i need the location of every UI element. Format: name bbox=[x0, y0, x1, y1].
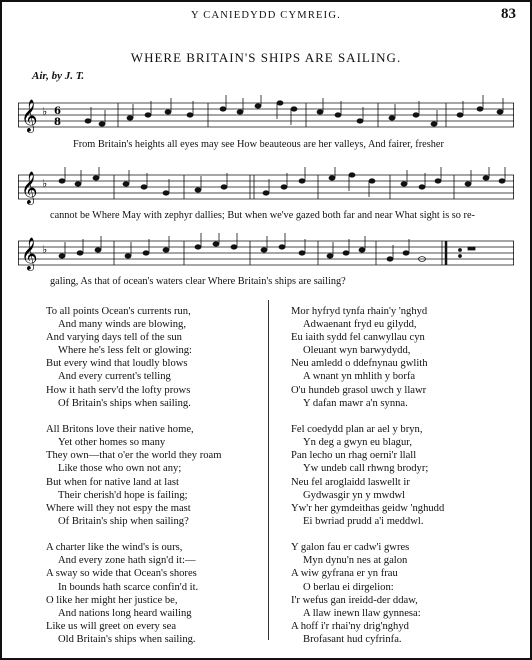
welsh-verses bbox=[291, 305, 506, 659]
verse-line: Where he's less felt or glowing: bbox=[58, 345, 192, 357]
verse-line: Of Britain's ships when sailing. bbox=[58, 397, 191, 409]
verse-line: Mor hyfryd tynfa rhain'y 'nghyd bbox=[291, 306, 428, 317]
verse-line: Adwaenant fryd eu gilydd, bbox=[303, 319, 417, 331]
music-staff-2 bbox=[18, 167, 518, 207]
verse-line: A wiw gyfrana er yn frau bbox=[291, 568, 398, 580]
verse-line: A llaw inewn llaw gynnesa: bbox=[303, 607, 421, 619]
column-divider bbox=[268, 300, 269, 640]
verse-line: O berlau ei dirgelion: bbox=[303, 581, 394, 593]
verse-line: I'r wefus gan ireidd-der ddaw, bbox=[291, 594, 418, 606]
verse-line: Oleuant wyn barwydydd, bbox=[303, 345, 411, 357]
music-staff-3 bbox=[18, 233, 518, 273]
verse-line: And varying days tell of the sun bbox=[46, 332, 182, 344]
verse-line: And many winds are blowing, bbox=[58, 319, 186, 331]
verse-line: O like her might her justice be, bbox=[46, 594, 178, 606]
verse-line: A hoff i'r rhai'ny drig'nghyd bbox=[291, 620, 409, 632]
verse-line: Pan lecho un rhag oerni'r llall bbox=[291, 450, 417, 462]
song-title: WHERE BRITAIN'S SHIPS ARE SAILING. bbox=[130, 50, 402, 65]
english-stanza-3 bbox=[46, 541, 261, 646]
verse-line: But when for native land at last bbox=[46, 476, 179, 488]
verse-line: Y dafan mawr a'n synna. bbox=[303, 397, 408, 409]
verse-line: All Britons love their native home, bbox=[46, 424, 194, 436]
verse-line: How it hath serv'd the lofty prows bbox=[46, 384, 191, 396]
svg-text:𝄞: 𝄞 bbox=[21, 237, 38, 270]
verse-line: Yw'r her gymdeithas geidw 'nghudd bbox=[291, 502, 445, 514]
air-attribution: Air, by J. T. bbox=[32, 70, 85, 82]
english-verses bbox=[46, 305, 261, 659]
staff-3-notation bbox=[18, 233, 518, 273]
verse-line: And every zone hath sign'd it:— bbox=[58, 555, 196, 567]
music-staff-1 bbox=[18, 95, 518, 135]
staff-2-notation bbox=[18, 167, 518, 207]
welsh-stanza-2 bbox=[291, 423, 506, 528]
verse-line: Ei bwriad prudd a'i meddwl. bbox=[303, 515, 424, 527]
verse-line: But every wind that loudly blows bbox=[46, 358, 188, 370]
welsh-stanza-1 bbox=[291, 305, 506, 410]
verse-line: Old Britain's ships when sailing. bbox=[58, 633, 196, 645]
verse-line: A wnant yn mhlith y borfa bbox=[303, 371, 416, 383]
english-stanza-2 bbox=[46, 423, 261, 528]
verse-line: Yw undeb call rhwng brodyr; bbox=[303, 463, 429, 475]
running-head: Y CANIEDYDD CYMREIG. bbox=[191, 10, 341, 21]
verse-line: Eu iaith sydd fel canwyllau cyn bbox=[291, 332, 425, 344]
svg-text:♭: ♭ bbox=[42, 105, 48, 118]
verse-line: O'u hundeb grasol uwch y llawr bbox=[291, 384, 427, 396]
verse-line: Neu amledd o ddefnynau gwlith bbox=[291, 358, 428, 370]
svg-text:𝄞: 𝄞 bbox=[21, 171, 38, 204]
verse-line: Neu fel aroglaidd laswellt ir bbox=[291, 476, 410, 488]
svg-text:8: 8 bbox=[54, 117, 61, 128]
verse-line: A charter like the wind's is ours, bbox=[46, 542, 183, 554]
lyric-line-3: galing, As that of ocean's waters clear Where Britain's ships are sailing? bbox=[50, 276, 346, 287]
verse-line: Brofasant hud cyfrinfa. bbox=[303, 633, 402, 645]
verse-line: A sway so wide that Ocean's shores bbox=[46, 568, 197, 580]
verse-line: Fel coedydd plan ar ael y bryn, bbox=[291, 424, 423, 436]
verse-line: Myn dynu'n nes at galon bbox=[303, 555, 408, 567]
verse-line: Like those who own not any; bbox=[58, 463, 182, 475]
verse-line: And nations long heard wailing bbox=[58, 607, 192, 619]
welsh-stanza-3 bbox=[291, 541, 506, 646]
verse-line: Gydwasgir yn y mwdwl bbox=[303, 489, 406, 501]
english-stanza-1 bbox=[46, 305, 261, 410]
svg-text:𝄞: 𝄞 bbox=[21, 99, 38, 132]
verse-line: To all points Ocean's currents run, bbox=[46, 306, 191, 317]
svg-text:♭: ♭ bbox=[42, 243, 48, 256]
verse-line: They own—that o'er the world they roam bbox=[46, 450, 222, 462]
svg-text:6: 6 bbox=[54, 106, 61, 117]
page-number: 83 bbox=[501, 6, 516, 22]
staff-1-notation bbox=[18, 95, 518, 135]
lyric-line-1: From Britain's heights all eyes may see How beauteous are her valleys, And fairer, fresher bbox=[73, 139, 444, 150]
verse-line: Their cherish'd hope is failing; bbox=[58, 489, 188, 501]
lyric-line-2: cannot be Where May with zephyr dallies; But when we've gazed both far and near What sight is so re- bbox=[50, 210, 475, 221]
verse-line: Of Britain's ship when sailing? bbox=[58, 515, 189, 527]
verse-line: And every current's telling bbox=[58, 371, 171, 383]
svg-text:♭: ♭ bbox=[42, 177, 48, 190]
verse-line: Like us will greet on every sea bbox=[46, 620, 177, 632]
verse-line: Yet other homes so many bbox=[58, 437, 166, 449]
verse-line: In bounds hath scarce confin'd it. bbox=[58, 581, 199, 593]
verse-line: Where will they not espy the mast bbox=[46, 502, 191, 514]
verse-line: Yn deg a gwyn eu blagur, bbox=[303, 437, 413, 449]
verse-line: Y galon fau er cadw'i gwres bbox=[291, 542, 410, 554]
